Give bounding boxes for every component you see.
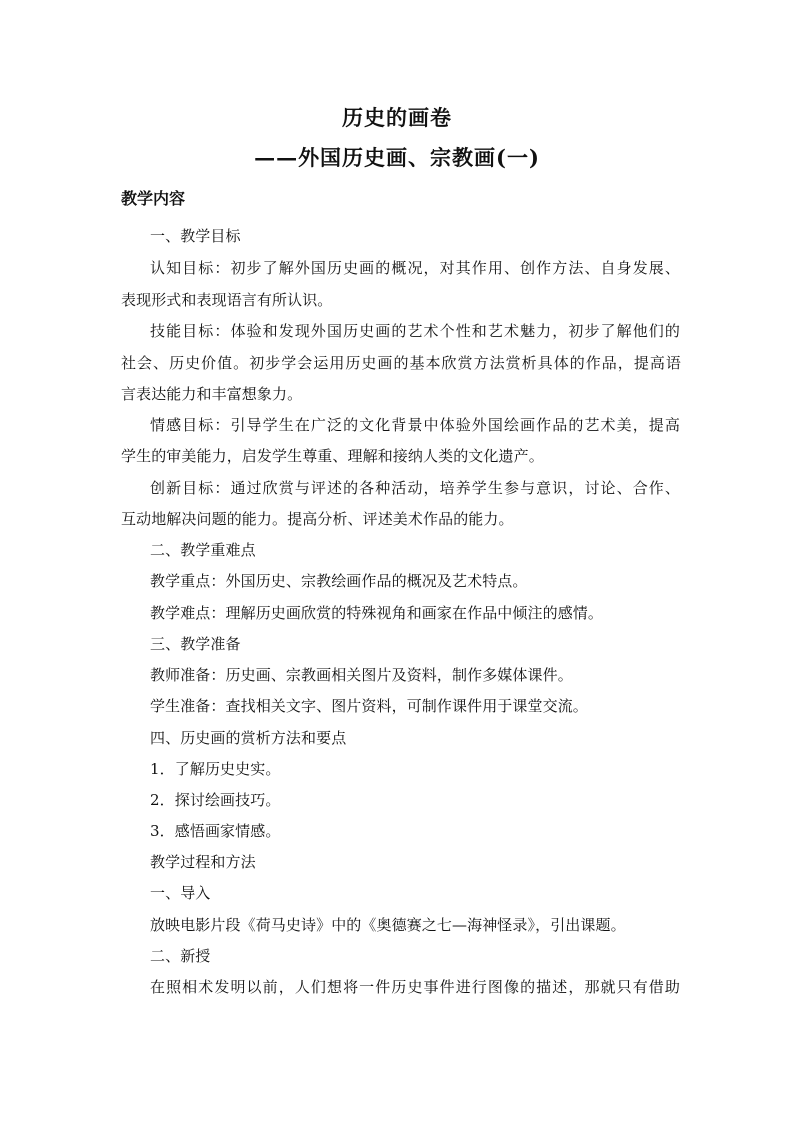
text-line: 一、导入 xyxy=(150,884,211,902)
text-line: 教师准备：历史画、宗教画相关图片及资料，制作多媒体课件。 xyxy=(150,666,573,684)
text-line: 三、教学准备 xyxy=(150,635,241,653)
text-line: 1．了解历史史实。 xyxy=(150,760,281,778)
section-heading: 教学内容 xyxy=(121,189,186,208)
text-line: 表现形式和表现语言有所认识。 xyxy=(121,291,333,309)
text-line: 教学过程和方法 xyxy=(150,853,256,871)
text-line: 一、教学目标 xyxy=(150,227,241,245)
text-line: 在照相术发明以前，人们想将一件历史事件进行图像的描述，那就只有借助 xyxy=(150,978,680,996)
text-line: 放映电影片段《荷马史诗》中的《奥德赛之七—海神怪录》，引出课题。 xyxy=(150,916,626,934)
text-line: 2．探讨绘画技巧。 xyxy=(150,791,281,809)
text-line: 创新目标：通过欣赏与评述的各种活动，培养学生参与意识，讨论、合作、 xyxy=(150,479,680,497)
text-line: 二、新授 xyxy=(150,947,211,965)
text-line: 互动地解决问题的能力。提高分析、评述美术作品的能力。 xyxy=(121,510,514,528)
text-line: 认知目标：初步了解外国历史画的概况，对其作用、创作方法、自身发展、 xyxy=(150,259,680,277)
text-line: 技能目标：体验和发现外国历史画的艺术个性和艺术魅力，初步了解他们的 xyxy=(150,322,680,340)
text-line: 社会、历史价值。初步学会运用历史画的基本欣赏方法赏析具体的作品，提高语 xyxy=(121,354,681,372)
text-line: 言表达能力和丰富想象力。 xyxy=(121,385,303,403)
document-title: 历史的画卷 xyxy=(342,105,452,130)
text-line: 学生准备：查找相关文字、图片资料，可制作课件用于课堂交流。 xyxy=(150,697,588,715)
text-line: 学生的审美能力，启发学生尊重、理解和接纳人类的文化遗产。 xyxy=(121,447,544,465)
text-line: 情感目标：引导学生在广泛的文化背景中体验外国绘画作品的艺术美，提高 xyxy=(150,416,680,434)
text-line: 教学重点：外国历史、宗教绘画作品的概况及艺术特点。 xyxy=(150,572,528,590)
text-line: 教学难点：理解历史画欣赏的特殊视角和画家在作品中倾注的感情。 xyxy=(150,604,604,622)
text-line: 四、历史画的赏析方法和要点 xyxy=(150,729,347,747)
document-subtitle: ——外国历史画、宗教画(一) xyxy=(254,145,540,170)
text-line: 3．感悟画家情感。 xyxy=(150,822,281,840)
text-line: 二、教学重难点 xyxy=(150,541,256,559)
